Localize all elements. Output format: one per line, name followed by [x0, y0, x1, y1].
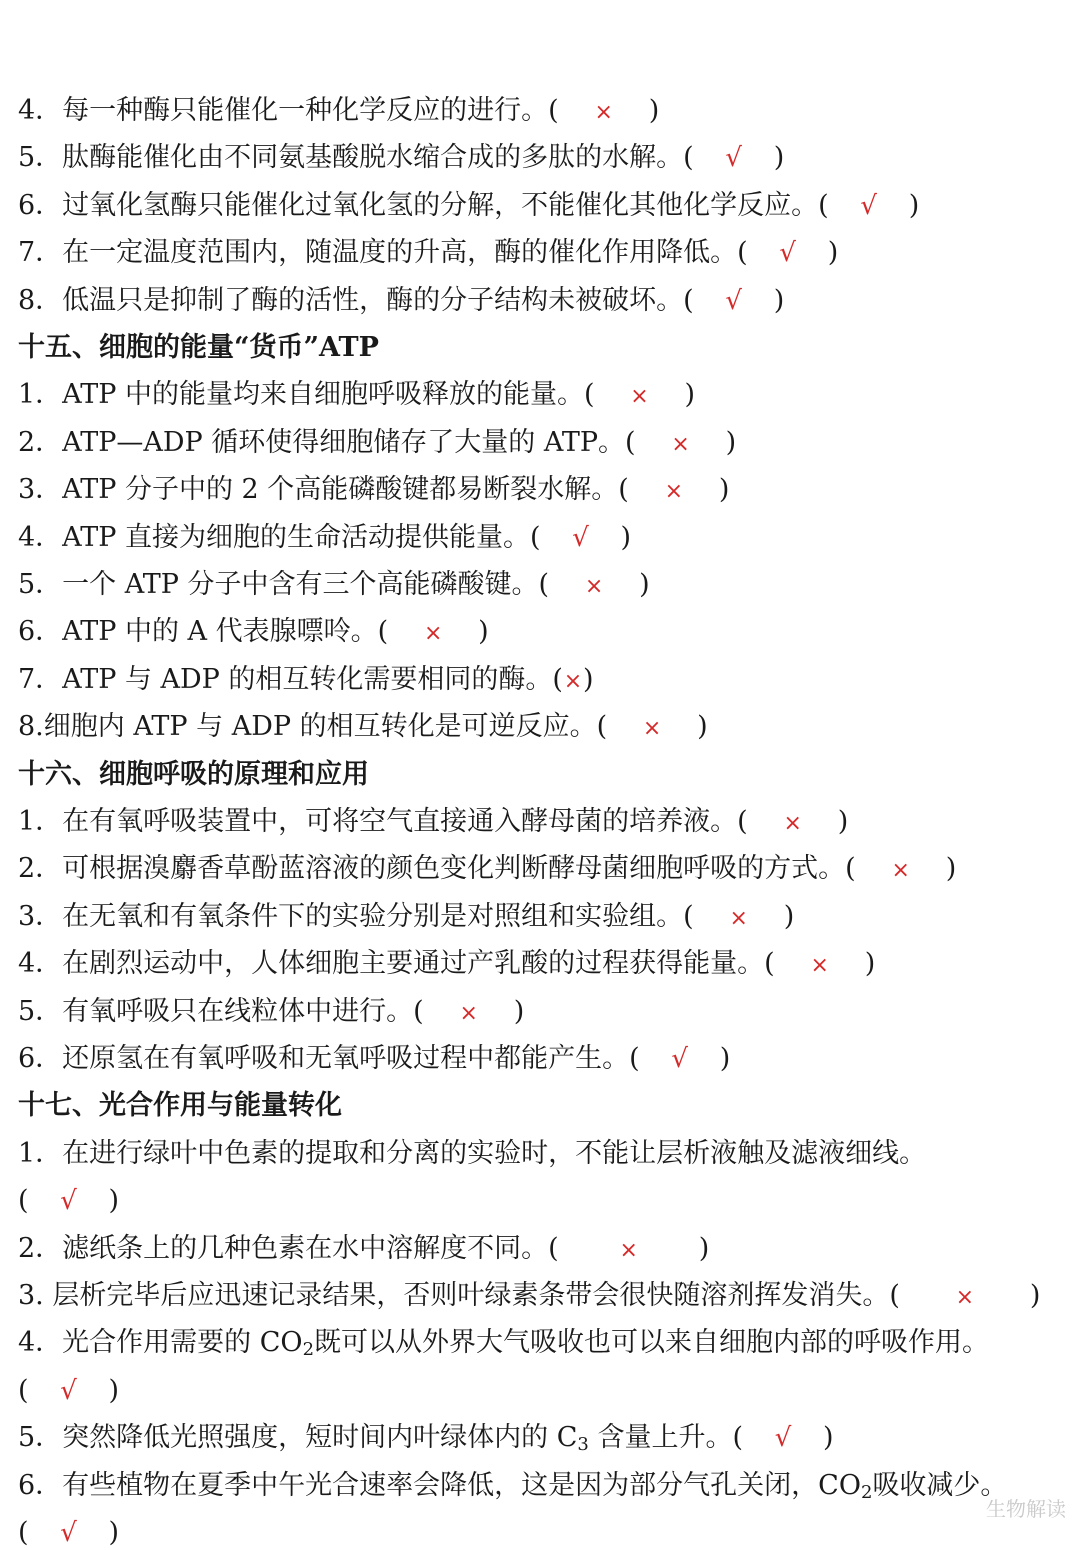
check-mark-icon: √ — [60, 1186, 77, 1216]
question-item — [18, 521, 1062, 555]
question-item — [18, 426, 1062, 462]
cross-mark-icon: × — [642, 716, 662, 741]
question-text: 7．在一定温度范围内，随温度的升高，酶的催化作用降低。( — [18, 237, 748, 268]
question-item — [18, 94, 1062, 130]
close-paren: ) — [725, 427, 737, 458]
close-paren: ) — [864, 948, 876, 979]
cross-mark-icon: × — [563, 669, 583, 694]
question-text: 1．ATP 中的能量均来自细胞呼吸释放的能量。( — [18, 379, 595, 410]
cross-mark-icon: × — [664, 479, 684, 504]
close-paren: ) — [108, 1375, 120, 1406]
close-paren: ) — [478, 616, 489, 647]
question-text-cont: 既可以从外界大气吸收也可以来自细胞内部的呼吸作用。 — [314, 1327, 990, 1358]
question-text: ( — [18, 1185, 29, 1216]
question-item — [18, 947, 1062, 983]
cross-mark-icon: × — [594, 100, 613, 125]
cross-mark-icon: × — [619, 1238, 638, 1263]
close-paren: ) — [783, 901, 795, 932]
question-text: 3. 层析完毕后应迅速记录结果，否则叶绿素条带会很快随溶剂挥发消失。( — [18, 1280, 900, 1311]
check-mark-icon: √ — [860, 191, 877, 221]
close-paren: ) — [908, 190, 920, 221]
close-paren: ) — [582, 664, 594, 695]
question-item — [18, 995, 1062, 1031]
close-paren: ) — [773, 142, 785, 173]
question-text: 8．低温只是抑制了酶的活性，酶的分子结构未被破坏。( — [18, 285, 694, 316]
question-text: 4．在剧烈运动中，人体细胞主要通过产乳酸的过程获得能量。( — [18, 948, 775, 979]
question-item — [18, 236, 1062, 270]
subscript: 3 — [577, 1434, 589, 1455]
close-paren: ) — [945, 853, 957, 884]
close-paren: ) — [513, 996, 525, 1027]
watermark: 生物解读 — [986, 1497, 1066, 1521]
check-mark-icon: √ — [779, 238, 796, 268]
close-paren: ) — [718, 474, 730, 505]
question-text: ( — [18, 1517, 29, 1548]
question-text: 5．一个 ATP 分子中含有三个高能磷酸键。( — [18, 569, 550, 600]
section-heading: 十五、细胞的能量“货币”ATP — [18, 332, 379, 363]
question-text: 2．滤纸条上的几种色素在水中溶解度不同。( — [18, 1233, 559, 1264]
close-paren: ) — [837, 806, 849, 837]
close-paren: ) — [719, 1043, 731, 1074]
cross-mark-icon: × — [584, 574, 604, 599]
check-mark-icon: √ — [572, 523, 589, 553]
question-text: 6．还原氢在有氧呼吸和无氧呼吸过程中都能产生。( — [18, 1043, 640, 1074]
question-text: 8.细胞内 ATP 与 ADP 的相互转化是可逆反应。( — [18, 711, 608, 742]
question-text: 1．在进行绿叶中色素的提取和分离的实验时，不能让层析液触及滤液细线。 — [18, 1138, 927, 1169]
cross-mark-icon: × — [783, 811, 802, 836]
question-item — [18, 378, 1062, 414]
check-mark-icon: √ — [60, 1376, 77, 1406]
question-text: 5．突然降低光照强度，短时间内叶绿体内的 C — [18, 1422, 578, 1453]
section-heading: 十六、细胞呼吸的原理和应用 — [18, 759, 369, 790]
close-paren: ) — [1029, 1280, 1041, 1311]
question-item — [18, 900, 1062, 936]
check-mark-icon: √ — [725, 143, 742, 173]
question-text-cont: 含量上升。( — [588, 1422, 743, 1453]
cross-mark-icon: × — [955, 1285, 975, 1310]
question-text: 6．ATP 中的 A 代表腺嘌呤。( — [18, 616, 389, 647]
question-item — [18, 805, 1062, 841]
close-paren: ) — [684, 379, 696, 410]
cross-mark-icon: × — [423, 621, 443, 646]
question-text: 4．ATP 直接为细胞的生命活动提供能量。( — [18, 522, 541, 553]
question-item — [18, 1374, 1062, 1408]
question-item — [18, 1184, 1062, 1218]
close-paren: ) — [697, 711, 708, 742]
question-item — [18, 1516, 1062, 1550]
cross-mark-icon: × — [671, 432, 690, 457]
check-mark-icon: √ — [671, 1044, 688, 1074]
close-paren: ) — [773, 285, 785, 316]
check-mark-icon: √ — [725, 286, 742, 316]
question-text: 6．有些植物在夏季中午光合速率会降低，这是因为部分气孔关闭，CO — [18, 1470, 861, 1501]
question-item — [18, 1042, 1062, 1076]
question-item — [18, 663, 1062, 699]
close-paren: ) — [698, 1233, 710, 1264]
question-text: 6．过氧化氢酶只能催化过氧化氢的分解，不能催化其他化学反应。( — [18, 190, 829, 221]
question-item — [18, 473, 1062, 509]
close-paren: ) — [823, 1422, 834, 1453]
question-item — [18, 615, 1062, 651]
question-item — [18, 189, 1062, 223]
question-text: ( — [18, 1375, 29, 1406]
close-paren: ) — [108, 1185, 120, 1216]
question-item — [18, 1469, 1062, 1510]
question-text: 4．每一种酶只能催化一种化学反应的进行。( — [18, 95, 559, 126]
question-text: 2．ATP—ADP 循环使得细胞储存了大量的 ATP。( — [18, 427, 636, 458]
cross-mark-icon: × — [459, 1001, 478, 1026]
question-item — [18, 1279, 1062, 1315]
question-item — [18, 710, 1062, 746]
question-text: 4．光合作用需要的 CO — [18, 1327, 303, 1358]
question-item — [18, 568, 1062, 604]
cross-mark-icon: × — [891, 858, 910, 883]
question-text: 7．ATP 与 ADP 的相互转化需要相同的酶。( — [18, 664, 563, 695]
question-item — [18, 284, 1062, 318]
question-text-cont: 吸收减少。 — [872, 1470, 1008, 1501]
close-paren: ) — [108, 1517, 120, 1548]
question-item — [18, 1421, 1062, 1462]
question-item — [18, 1137, 1062, 1171]
close-paren: ) — [827, 237, 839, 268]
check-mark-icon: √ — [774, 1423, 792, 1453]
close-paren: ) — [639, 569, 650, 600]
question-text: 5．肽酶能催化由不同氨基酸脱水缩合成的多肽的水解。( — [18, 142, 694, 173]
question-text: 2．可根据溴麝香草酚蓝溶液的颜色变化判断酵母菌细胞呼吸的方式。( — [18, 853, 856, 884]
check-mark-icon: √ — [60, 1518, 77, 1548]
question-text: 1．在有氧呼吸装置中，可将空气直接通入酵母菌的培养液。( — [18, 806, 748, 837]
question-item — [18, 141, 1062, 175]
cross-mark-icon: × — [630, 384, 649, 409]
subscript: 2 — [860, 1482, 873, 1503]
section-heading: 十七、光合作用与能量转化 — [18, 1090, 342, 1121]
question-item — [18, 1232, 1062, 1268]
question-text: 5．有氧呼吸只在线粒体中进行。( — [18, 996, 424, 1027]
close-paren: ) — [620, 522, 632, 553]
cross-mark-icon: × — [810, 953, 829, 978]
question-text: 3．ATP 分子中的 2 个高能磷酸键都易断裂水解。( — [18, 474, 629, 505]
subscript: 2 — [302, 1339, 315, 1360]
question-item — [18, 1326, 1062, 1367]
close-paren: ) — [648, 95, 660, 126]
cross-mark-icon: × — [729, 906, 748, 931]
question-text: 3．在无氧和有氧条件下的实验分别是对照组和实验组。( — [18, 901, 694, 932]
question-item — [18, 852, 1062, 888]
